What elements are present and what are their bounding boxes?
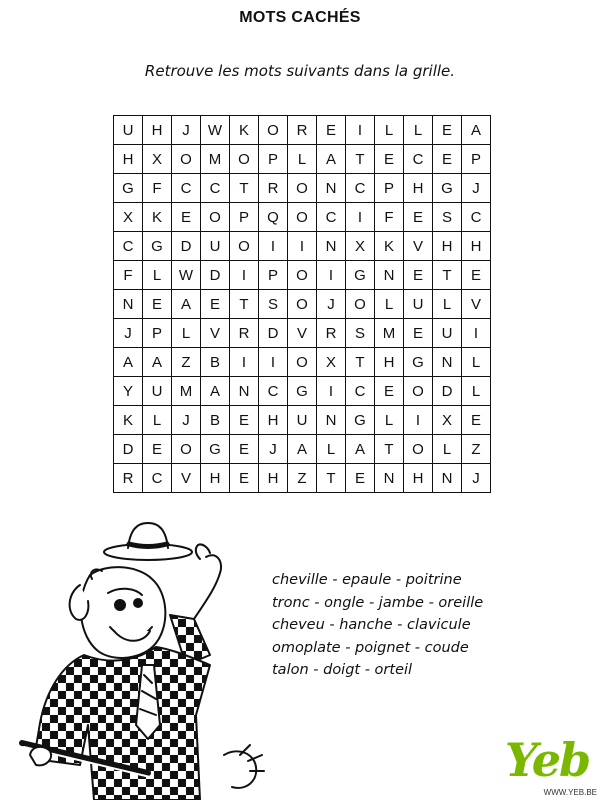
grid-cell: P [230,203,259,232]
word-list-line: talon - doigt - orteil [272,662,413,678]
grid-cell: E [201,290,230,319]
grid-cell: L [143,261,172,290]
grid-cell: E [317,116,346,145]
grid-cell: H [375,348,404,377]
grid-cell: A [317,145,346,174]
grid-cell: I [317,261,346,290]
grid-cell: C [346,377,375,406]
grid-cell: O [230,232,259,261]
grid-cell: D [259,319,288,348]
grid-cell: O [230,145,259,174]
grid-cell: F [114,261,143,290]
grid-cell: U [114,116,143,145]
grid-cell: G [114,174,143,203]
grid-cell: V [201,319,230,348]
grid-cell: R [288,116,317,145]
word-list [272,569,483,682]
grid-cell: U [404,290,433,319]
grid-cell: L [404,116,433,145]
grid-cell: G [404,348,433,377]
grid-cell: A [201,377,230,406]
grid-cell: O [346,290,375,319]
word-list-line: omoplate - poignet - coude [272,639,469,656]
grid-cell: R [114,464,143,493]
grid-cell: E [375,145,404,174]
hat-icon [104,523,192,560]
grid-cell: O [288,348,317,377]
grid-cell: H [114,145,143,174]
grid-cell: L [317,435,346,464]
grid-cell: Z [172,348,201,377]
grid-cell: C [143,464,172,493]
yeb-logo [497,735,597,797]
grid-cell: E [433,145,462,174]
grid-cell: C [201,174,230,203]
grid-cell: S [346,319,375,348]
grid-cell: K [114,406,143,435]
grid-cell: L [462,377,491,406]
grid-cell: I [230,348,259,377]
word-list-line: tronc - ongle - jambe - oreille [272,594,484,611]
grid-cell: G [288,377,317,406]
grid-cell: E [375,377,404,406]
grid-cell: B [201,406,230,435]
grid-cell: E [143,290,172,319]
grid-cell: B [201,348,230,377]
grid-cell: T [346,348,375,377]
grid-cell: E [172,203,201,232]
grid-cell: E [404,319,433,348]
grid-cell: L [143,406,172,435]
grid-cell: V [172,464,201,493]
grid-cell: R [317,319,346,348]
grid-cell: U [201,232,230,261]
grid-cell: D [114,435,143,464]
grid-cell: N [317,232,346,261]
grid-cell: H [201,464,230,493]
grid-cell: T [230,290,259,319]
grid-cell: H [143,116,172,145]
grid-cell: I [230,261,259,290]
grid-cell: P [259,145,288,174]
instruction-text: Retrouve les mots suivants dans la grille. [144,62,456,80]
grid-cell: A [172,290,201,319]
monkey-illustration [10,515,280,800]
grid-cell: G [433,174,462,203]
grid-cell: O [288,174,317,203]
grid-cell: T [346,145,375,174]
grid-cell: P [259,261,288,290]
grid-cell: C [259,377,288,406]
grid-cell: L [172,319,201,348]
grid-cell: L [462,348,491,377]
grid-cell: N [375,261,404,290]
grid-cell: I [346,203,375,232]
grid-cell: J [462,464,491,493]
grid-cell: C [172,174,201,203]
grid-cell: I [259,348,288,377]
grid-cell: E [230,406,259,435]
grid-cell: I [259,232,288,261]
grid-cell: J [172,116,201,145]
grid-cell: J [462,174,491,203]
grid-cell: N [317,406,346,435]
grid-cell: E [404,261,433,290]
grid-cell: H [404,464,433,493]
grid-cell: J [114,319,143,348]
grid-cell: C [317,203,346,232]
grid-cell: H [259,406,288,435]
grid-cell: N [230,377,259,406]
grid-cell: J [259,435,288,464]
grid-cell: C [114,232,143,261]
grid-cell: E [404,203,433,232]
grid-cell: C [346,174,375,203]
grid-cell: G [143,232,172,261]
grid-cell: E [230,435,259,464]
grid-cell: W [201,116,230,145]
grid-cell: F [375,203,404,232]
grid-cell: G [201,435,230,464]
grid-cell: E [462,261,491,290]
grid-cell: A [143,348,172,377]
grid-cell: D [433,377,462,406]
grid-cell: O [288,203,317,232]
grid-cell: Q [259,203,288,232]
grid-cell: K [143,203,172,232]
grid-cell: D [172,232,201,261]
grid-cell: I [317,377,346,406]
grid-cell: N [433,464,462,493]
grid-cell: L [433,290,462,319]
grid-cell: S [433,203,462,232]
grid-cell: X [433,406,462,435]
grid-cell: P [462,145,491,174]
grid-cell: G [346,406,375,435]
grid-cell: N [433,348,462,377]
grid-cell: I [404,406,433,435]
grid-cell: P [143,319,172,348]
grid-cell: O [404,377,433,406]
grid-cell: E [433,116,462,145]
grid-cell: U [433,319,462,348]
grid-cell: U [288,406,317,435]
grid-cell: O [259,116,288,145]
grid-cell: I [462,319,491,348]
word-list-line: cheville - epaule - poitrine [272,572,462,588]
grid-cell: H [433,232,462,261]
grid-cell: C [462,203,491,232]
grid-cell: C [404,145,433,174]
grid-cell: X [346,232,375,261]
grid-cell: O [288,290,317,319]
grid-cell: J [317,290,346,319]
grid-cell: V [404,232,433,261]
grid-cell: A [346,435,375,464]
grid-cell: O [201,203,230,232]
grid-cell: O [172,435,201,464]
grid-cell: D [201,261,230,290]
grid-cell: N [375,464,404,493]
grid-cell: L [375,406,404,435]
grid-cell: A [114,348,143,377]
word-list-line: cheveu - hanche - clavicule [272,617,471,633]
grid-cell: Y [114,377,143,406]
grid-cell: J [172,406,201,435]
grid-cell: A [288,435,317,464]
grid-cell: E [346,464,375,493]
grid-cell: P [375,174,404,203]
grid-cell: M [375,319,404,348]
grid-cell: L [375,116,404,145]
grid-cell: T [375,435,404,464]
grid-cell: M [172,377,201,406]
grid-cell: K [230,116,259,145]
grid-cell: K [375,232,404,261]
grid-cell: H [404,174,433,203]
grid-cell: V [462,290,491,319]
grid-cell: R [230,319,259,348]
grid-cell: O [404,435,433,464]
grid-cell: S [259,290,288,319]
grid-cell: H [259,464,288,493]
grid-cell: E [143,435,172,464]
grid-cell: E [462,406,491,435]
grid-cell: Z [288,464,317,493]
logo-text: Yeb [504,733,590,787]
grid-cell: L [433,435,462,464]
grid-cell: L [375,290,404,319]
grid-cell: M [201,145,230,174]
grid-cell: W [172,261,201,290]
page-title: MOTS CACHÉS [239,9,361,26]
grid-cell: X [143,145,172,174]
grid-cell: T [230,174,259,203]
grid-cell: F [143,174,172,203]
grid-cell: H [462,232,491,261]
logo-url: WWW.YEB.BE [543,788,597,797]
grid-cell: A [462,116,491,145]
grid-cell: L [288,145,317,174]
grid-cell: U [143,377,172,406]
word-search-grid [113,115,491,493]
grid-cell: N [317,174,346,203]
grid-cell: R [259,174,288,203]
grid-cell: O [172,145,201,174]
grid-cell: I [346,116,375,145]
grid-cell: N [114,290,143,319]
grid-cell: T [317,464,346,493]
grid-cell: Z [462,435,491,464]
grid-cell: X [317,348,346,377]
grid-cell: E [230,464,259,493]
grid-cell: G [346,261,375,290]
grid-cell: T [433,261,462,290]
grid-cell: V [288,319,317,348]
grid-cell: X [114,203,143,232]
grid-cell: O [288,261,317,290]
grid-cell: I [288,232,317,261]
